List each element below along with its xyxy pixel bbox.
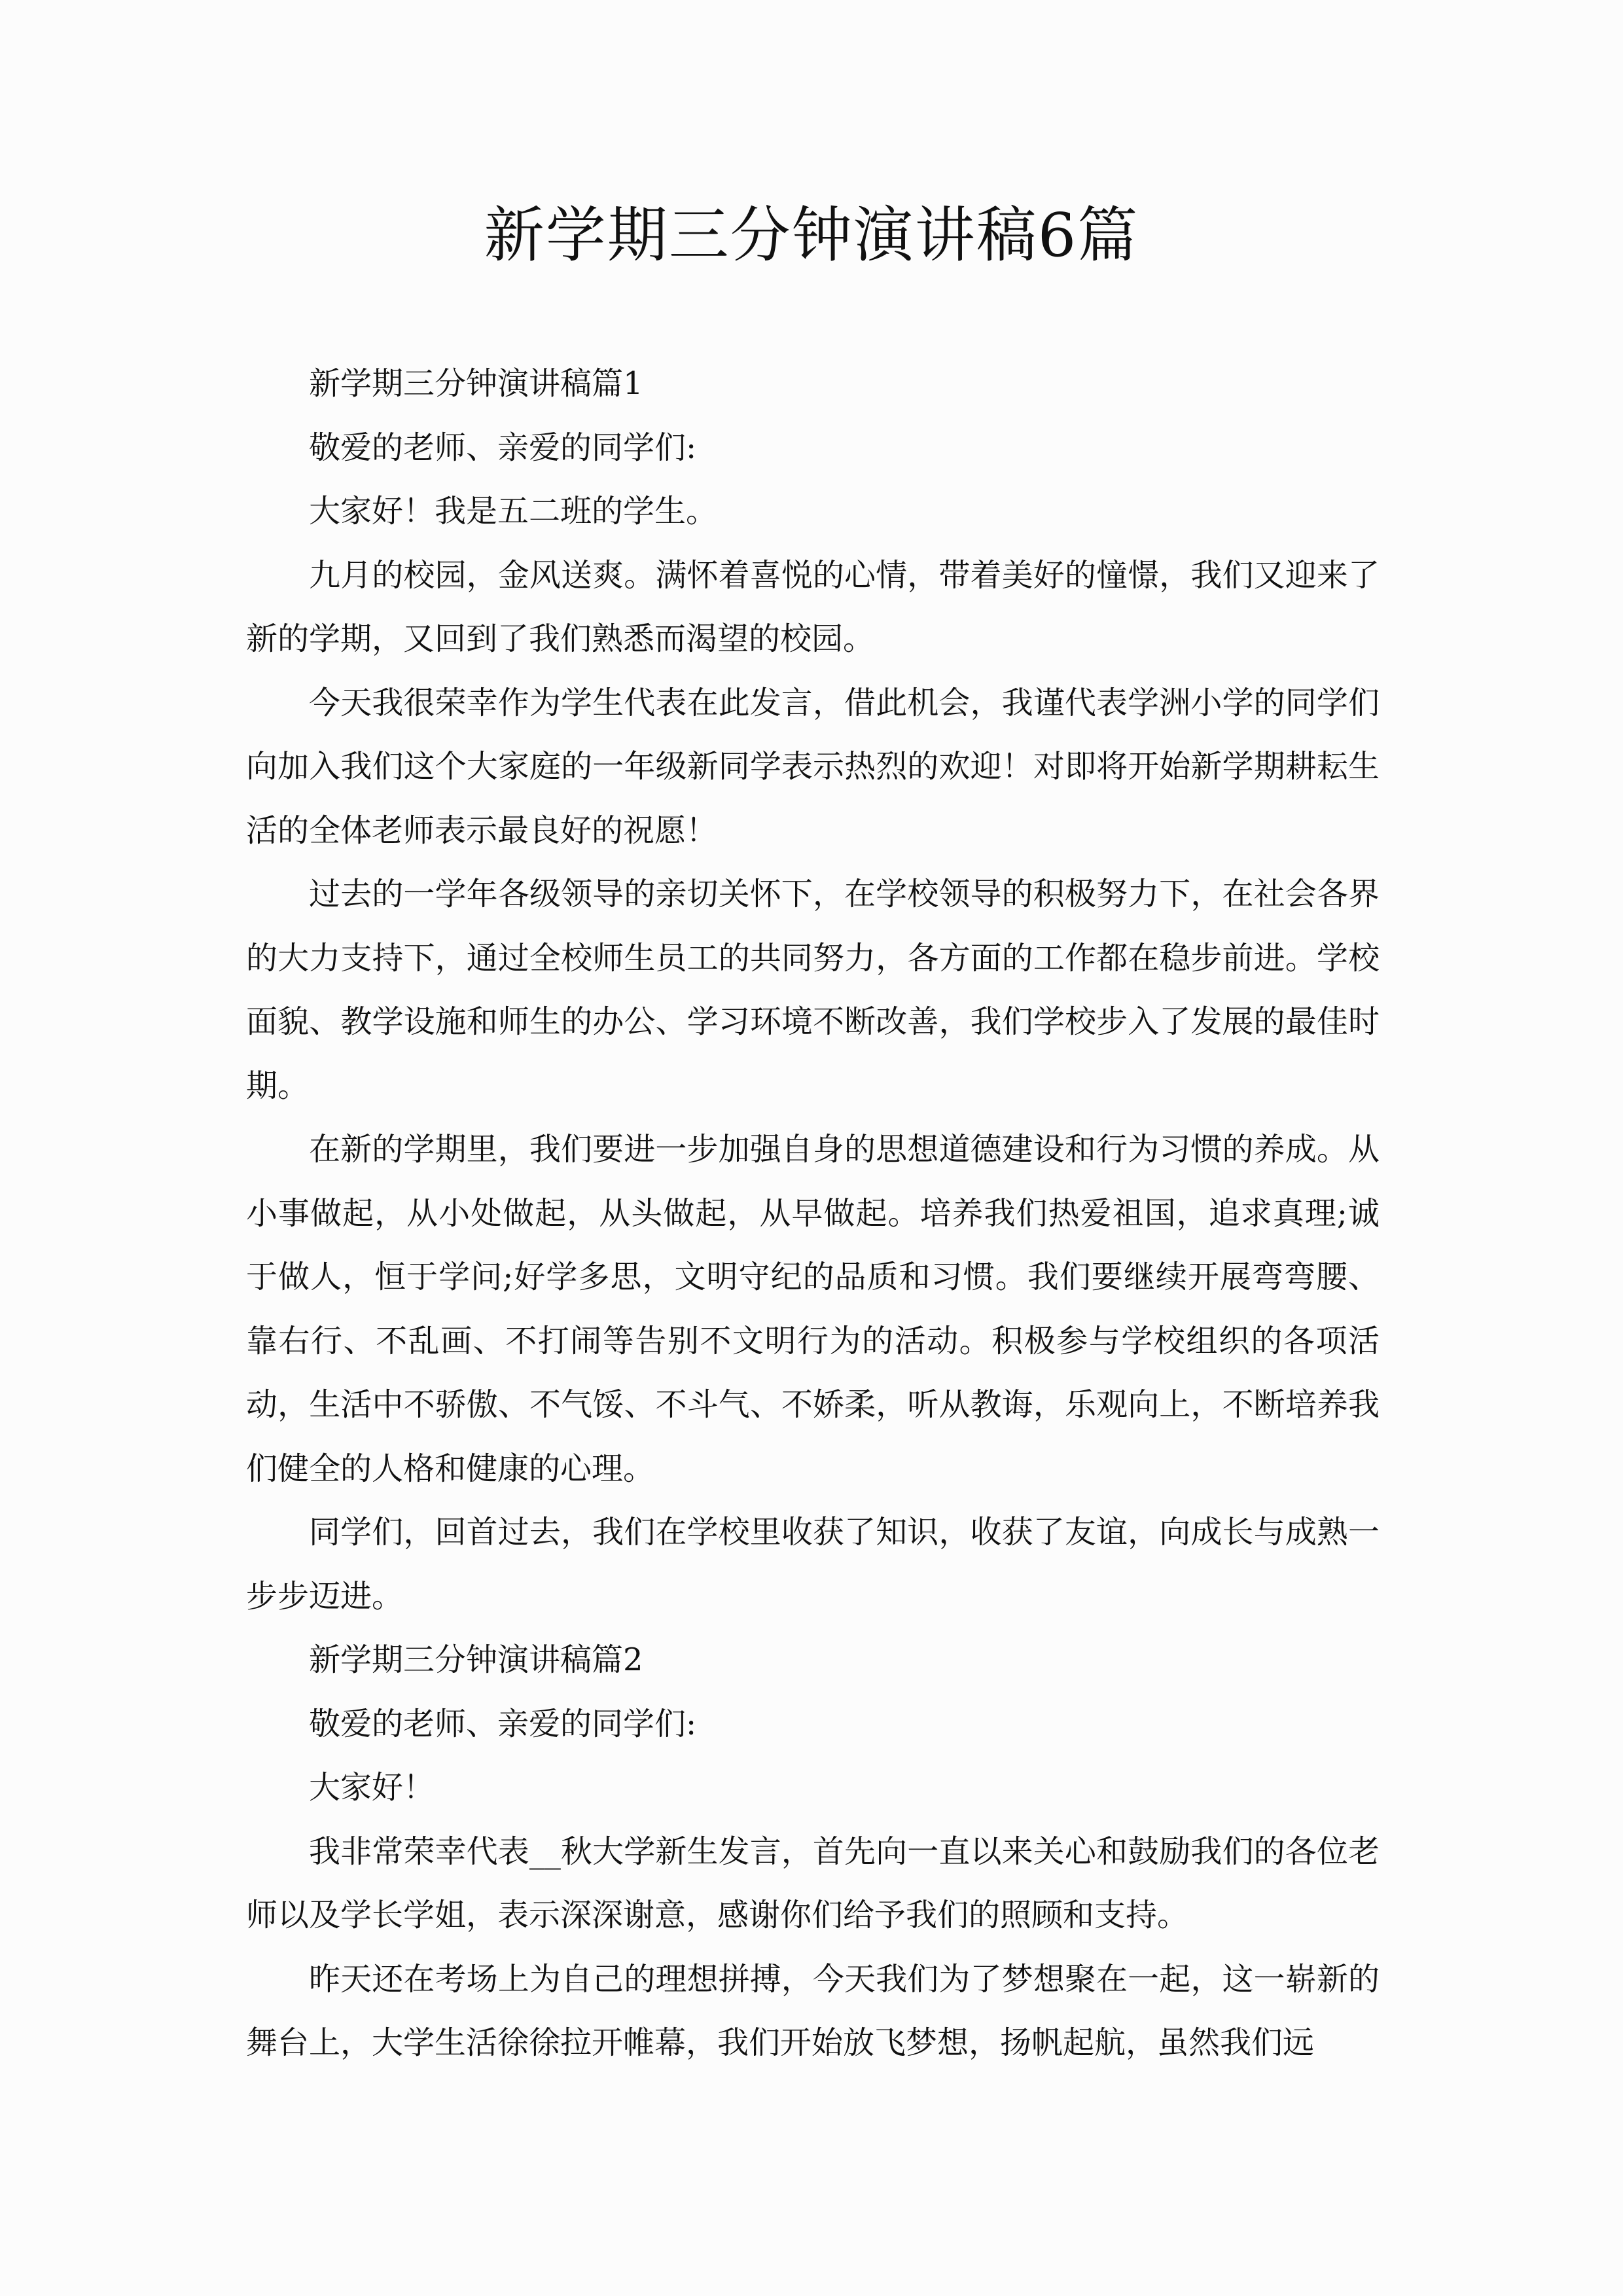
paragraph: 我非常荣幸代表__秋大学新生发言，首先向一直以来关心和鼓励我们的各位老师以及学长学姐，表示深深谢意，感谢你们给予我们的照顾和支持。 bbox=[246, 1833, 1380, 1933]
greeting: 大家好！ bbox=[309, 1769, 435, 1806]
greeting: 大家好！我是五二班的学生。 bbox=[309, 493, 718, 529]
section-heading-2: 新学期三分钟演讲稿篇2 bbox=[309, 1641, 643, 1678]
paragraph: 今天我很荣幸作为学生代表在此发言，借此机会，我谨代表学洲小学的同学们向加入我们这个大家庭的一年级新同学表示热烈的欢迎！对即将开始新学期耕耘生活的全体老师表示最良好的祝愿！ bbox=[246, 684, 1380, 849]
salutation: 敬爱的老师、亲爱的同学们: bbox=[309, 429, 697, 466]
paragraph: 同学们，回首过去，我们在学校里收获了知识，收获了友谊，向成长与成熟一步步迈进。 bbox=[246, 1514, 1380, 1615]
section-heading-1: 新学期三分钟演讲稿篇1 bbox=[309, 365, 643, 402]
paragraph: 在新的学期里，我们要进一步加强自身的思想道德建设和行为习惯的养成。从小事做起，从小处做起，从头做起，从早做起。培养我们热爱祖国，追求真理;诚于做人，恒于学问;好学多思，文明守纪的品质和习惯。我们要继续开展弯弯腰、靠右行、不乱画、不打闹等告别不文明行为的活动。积极参与学校组织的各项活动，生活中不骄傲、不气馁、不斗气、不娇柔，听从教诲，乐观向上，不断培养我们健全的人格和健康的心理。 bbox=[246, 1131, 1380, 1487]
paragraph: 九月的校园，金风送爽。满怀着喜悦的心情，带着美好的憧憬，我们又迎来了新的学期，又回到了我们熟悉而渴望的校园。 bbox=[246, 556, 1380, 657]
document-body bbox=[246, 352, 1380, 2075]
paragraph: 昨天还在考场上为自己的理想拼搏，今天我们为了梦想聚在一起，这一崭新的舞台上，大学生活徐徐拉开帷幕，我们开始放飞梦想，扬帆起航，虽然我们远 bbox=[246, 1960, 1380, 2061]
salutation: 敬爱的老师、亲爱的同学们: bbox=[309, 1705, 697, 1742]
paragraph: 过去的一学年各级领导的亲切关怀下，在学校领导的积极努力下，在社会各界的大力支持下，通过全校师生员工的共同努力，各方面的工作都在稳步前进。学校面貌、教学设施和师生的办公、学习环境不断改善，我们学校步入了发展的最佳时期。 bbox=[246, 876, 1380, 1104]
document-title: 新学期三分钟演讲稿6篇 bbox=[484, 200, 1139, 270]
